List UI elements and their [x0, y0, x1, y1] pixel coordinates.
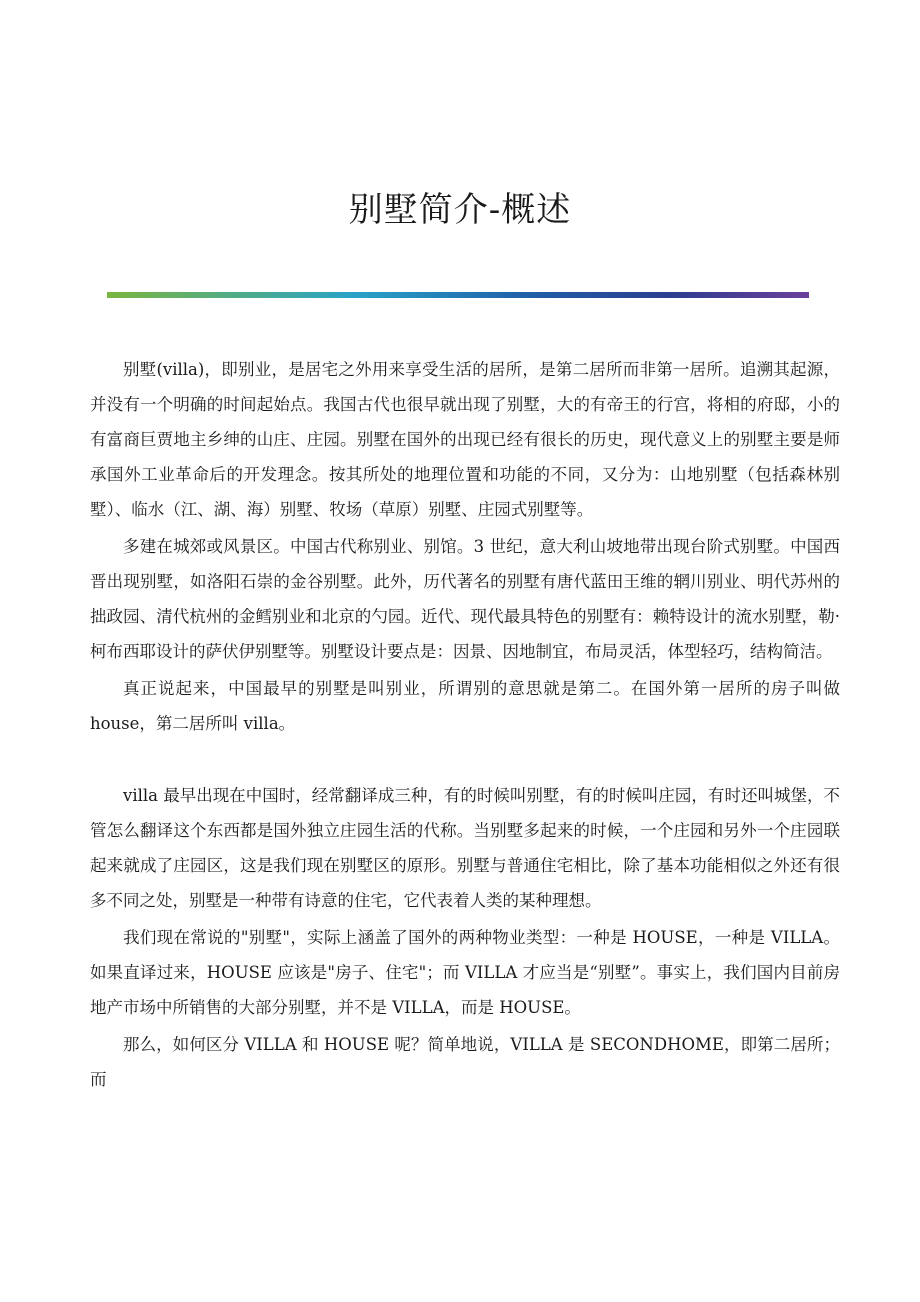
paragraph-villa-translation: villa 最早出现在中国时，经常翻译成三种，有的时候叫别墅，有的时候叫庄园，有时还叫城堡，不管怎么翻译这个东西都是国外独立庄园生活的代称。当别墅多起来的时候，一个庄园和另外一个庄园联起来就成了庄园区，这是我们现在别墅区的原形。别墅与普通住宅相比，除了基本功能相似之外还有很多不同之处，别墅是一种带有诗意的住宅，它代表着人类的某种理想。: [90, 786, 840, 910]
document-body: [90, 352, 840, 1097]
paragraph-distinguish: 那么，如何区分 VILLA 和 HOUSE 呢？简单地说，VILLA 是 SECONDHOME，即第二居所；而: [90, 1035, 840, 1089]
paragraph-intro: 别墅(villa)，即别业，是居宅之外用来享受生活的居所，是第二居所而非第一居所。追溯其起源，并没有一个明确的时间起始点。我国古代也很早就出现了别墅，大的有帝王的行宫，将相的府邸，小的有富商巨贾地主乡绅的山庄、庄园。别墅在国外的出现已经有很长的历史，现代意义上的别墅主要是师承国外工业革命后的开发理念。按其所处的地理位置和功能的不同，又分为：山地别墅（包括森林别墅）、临水（江、湖、海）别墅、牧场（草原）别墅、庄园式别墅等。: [90, 360, 840, 519]
page-title: 别墅简介-概述: [348, 190, 572, 230]
title-divider: [107, 292, 809, 298]
paragraph-history: 多建在城郊或风景区。中国古代称别业、别馆。3 世纪，意大利山坡地带出现台阶式别墅。中国西晋出现别墅，如洛阳石崇的金谷别墅。此外，历代著名的别墅有唐代蓝田王维的辋川别业、明代苏州的拙政园、清代杭州的金鳕别业和北京的勺园。近代、现代最具特色的别墅有：赖特设计的流水别墅，勒·柯布西耶设计的萨伏伊别墅等。别墅设计要点是：因景、因地制宜，布局灵活，体型轻巧，结构简洁。: [90, 537, 840, 661]
paragraph-origin: 真正说起来，中国最早的别墅是叫别业，所谓别的意思就是第二。在国外第一居所的房子叫做 house，第二居所叫 villa。: [90, 679, 840, 733]
paragraph-house-villa: 我们现在常说的"别墅"，实际上涵盖了国外的两种物业类型：一种是 HOUSE，一种是 VILLA。如果直译过来，HOUSE 应该是"房子、住宅"；而 VILLA 才应当是“别墅”。事实上，我们国内目前房地产市场中所销售的大部分别墅，并不是 VILLA，而是 HOUSE。: [90, 928, 840, 1017]
